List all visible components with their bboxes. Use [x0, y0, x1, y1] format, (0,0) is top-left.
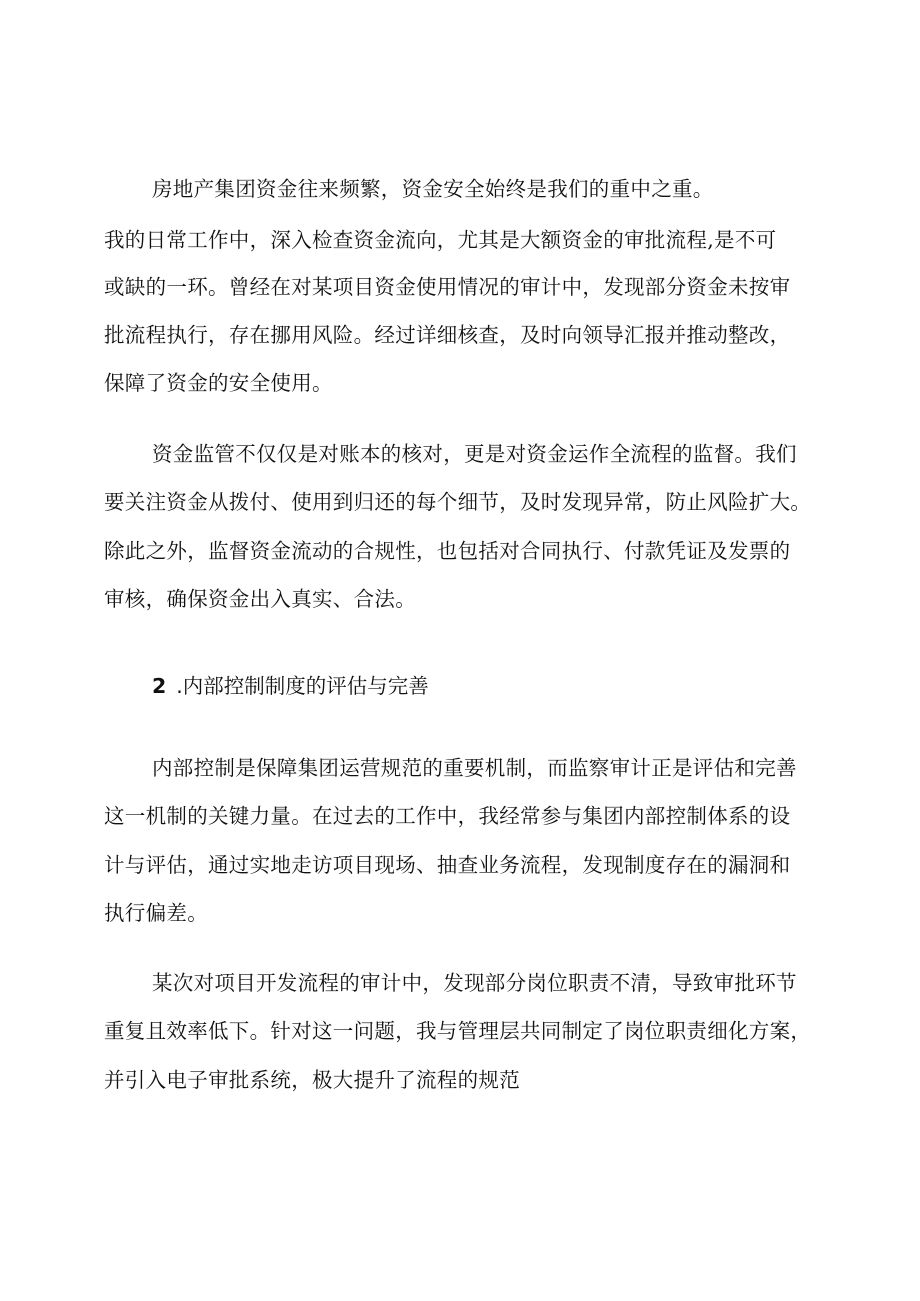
paragraph-1-line-4: 批流程执行，存在挪用风险。经过详细核查，及时向领导汇报并推动整改，: [104, 323, 791, 347]
paragraph-4-line-3: 并引入电子审批系统，极大提升了流程的规范: [104, 1068, 520, 1092]
section-number: 2: [152, 674, 167, 698]
paragraph-1-line-1: 房地产集团资金往来频繁，资金安全始终是我们的重中之重。: [152, 177, 714, 201]
paragraph-1-line-5: 保障了资金的安全使用。: [104, 371, 333, 395]
paragraph-4-line-2: 重复且效率低下。针对这一问题，我与管理层共同制定了岗位职责细化方案，: [104, 1019, 812, 1043]
paragraph-2-line-1: 资金监管不仅仅是对账本的核对，更是对资金运作全流程的监督。我们: [152, 442, 797, 466]
paragraph-1-line-3: 或缺的一环。曾经在对某项目资金使用情况的审计中，发现部分资金未按审: [104, 275, 791, 299]
paragraph-2-line-3: 除此之外，监督资金流动的合规性，也包括对合同执行、付款凭证及发票的: [104, 539, 791, 563]
paragraph-3-line-4: 执行偏差。: [104, 901, 208, 925]
paragraph-2-line-4: 审核，确保资金出入真实、合法。: [104, 587, 416, 611]
paragraph-3-line-1: 内部控制是保障集团运营规范的重要机制，而监察审计正是评估和完善: [152, 756, 797, 780]
paragraph-1-line-2: 我的日常工作中，深入检查资金流向，尤其是大额资金的审批流程,是不可: [104, 228, 777, 252]
paragraph-4-line-1: 某次对项目开发流程的审计中，发现部分岗位职责不清，导致审批环节: [152, 971, 797, 995]
paragraph-2-line-2: 要关注资金从拨付、使用到归还的每个细节，及时发现异常，防止风险扩大。: [104, 490, 812, 514]
paragraph-3-line-2: 这一机制的关键力量。在过去的工作中，我经常参与集团内部控制体系的设: [104, 804, 791, 828]
paragraph-3-line-3: 计与评估，通过实地走访项目现场、抽查业务流程，发现制度存在的漏洞和: [104, 853, 791, 877]
section-heading: [152, 676, 429, 697]
section-title: .内部控制制度的评估与完善: [176, 674, 429, 698]
